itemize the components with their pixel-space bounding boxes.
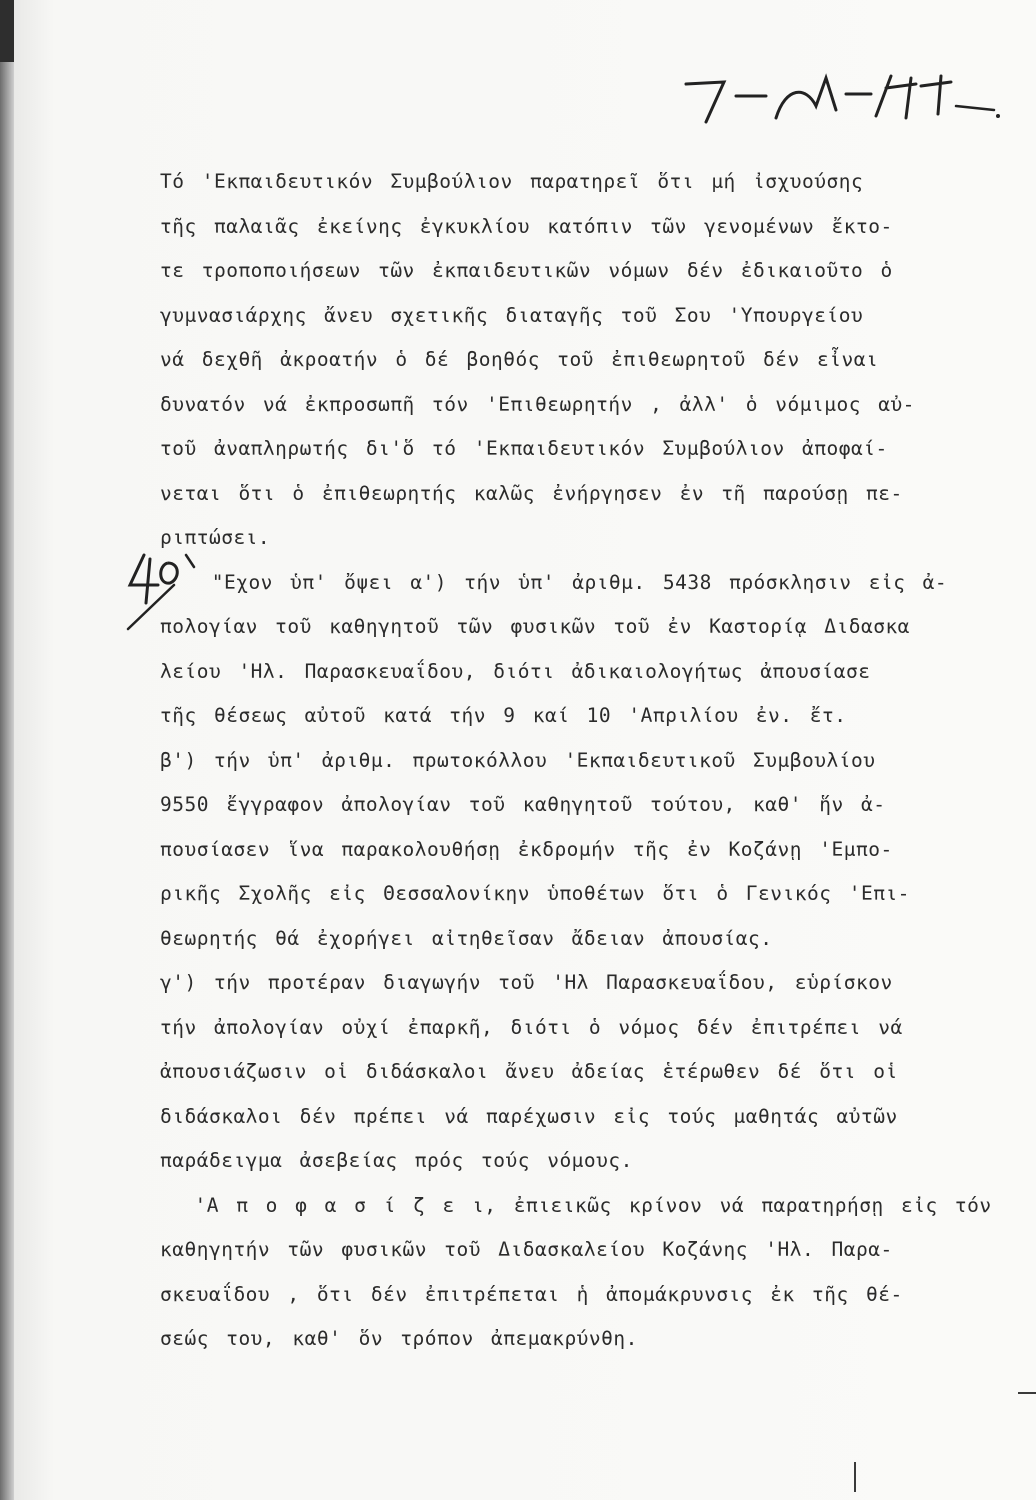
text-line: πουσίασεν ἵνα παρακολουθήσῃ ἐκδρομήν τῆς ἐν Κοζάνῃ 'Εμπο- bbox=[160, 837, 893, 861]
text-line: θεωρητής θά ἐχορήγει αἰτηθεῖσαν ἄδειαν ἀπουσίας. bbox=[160, 926, 773, 950]
text-line: "Εχον ὑπ' ὄψει α') τήν ὑπ' ἀριθμ. 5438 πρόσκλησιν εἰς ἀ- bbox=[160, 570, 948, 594]
text-line: πολογίαν τοῦ καθηγητοῦ τῶν φυσικῶν τοῦ ἐν Καστορίᾳ Διδασκα bbox=[160, 615, 910, 638]
text-line: νεται ὅτι ὁ ἐπιθεωρητής καλῶς ἐνήργησεν ἐν τῆ παρούσῃ πε- bbox=[160, 481, 903, 505]
text-line: ριπτώσει. bbox=[160, 526, 271, 549]
text-line: τήν ἀπολογίαν οὐχί ἐπαρκῆ, διότι ὁ νόμος δέν ἐπιτρέπει νά bbox=[160, 1015, 903, 1039]
text-line: τῆς θέσεως αὐτοῦ κατά τήν 9 καί 10 'Απριλίου ἐν. ἔτ. bbox=[160, 704, 847, 727]
text-line: Τό 'Εκπαιδευτικόν Συμβούλιον παρατηρεῖ ὅτι μή ἰσχυούσης bbox=[160, 170, 864, 193]
text-line: 'Α π ο φ α σ ί ζ ε ι, ἐπιεικῶς κρίνον νά παρατηρήσῃ εἰς τόν bbox=[160, 1193, 992, 1217]
text-line: γ') τήν προτέραν διαγωγήν τοῦ 'Ηλ Παρασκευαΐδου, εὑρίσκον bbox=[160, 971, 893, 994]
text-line: καθηγητήν τῶν φυσικῶν τοῦ Διδασκαλείου Κοζάνης 'Ηλ. Παρα- bbox=[160, 1238, 893, 1261]
text-line: τε τροποποιήσεων τῶν ἐκπαιδευτικῶν νόμων δέν ἐδικαιοῦτο ὁ bbox=[160, 259, 893, 282]
text-line: νά δεχθῆ ἀκροατήν ὁ δέ βοηθός τοῦ ἐπιθεωρητοῦ δέν εἶναι bbox=[160, 348, 879, 371]
text-line: δυνατόν νά ἐκπροσωπῆ τόν 'Επιθεωρητήν , ἀλλ' ὁ νόμιμος αὐ- bbox=[160, 392, 915, 416]
text-line: σκευαΐδου , ὅτι δέν ἐπιτρέπεται ἡ ἀπομάκρυνσις ἐκ τῆς θέ- bbox=[160, 1282, 903, 1306]
text-line: ἀπουσιάζωσιν οἱ διδάσκαλοι ἄνευ ἀδείας ἑτέρωθεν δέ ὅτι οἱ bbox=[160, 1060, 898, 1083]
handwritten-date-annotation bbox=[676, 66, 1006, 136]
text-line: γυμνασιάρχης ἄνευ σχετικῆς διαταγῆς τοῦ Σου 'Υπουργείου bbox=[160, 303, 864, 327]
text-line: παράδειγμα ἀσεβείας πρός τούς νόμους. bbox=[160, 1149, 633, 1172]
text-line: τῆς παλαιᾶς ἐκείνης ἐγκυκλίου κατόπιν τῶν γενομένων ἔκτο- bbox=[160, 214, 893, 238]
document-page bbox=[14, 0, 1036, 1500]
text-line: τοῦ ἀναπληρωτής δι'ὅ τό 'Εκπαιδευτικόν Συμβούλιον ἀποφαί- bbox=[160, 437, 888, 460]
text-line: σεώς του, καθ' ὅν τρόπον ἀπεμακρύνθη. bbox=[160, 1327, 638, 1350]
scan-edge bbox=[0, 0, 14, 1500]
text-line: β') τήν ὑπ' ἀριθμ. πρωτοκόλλου 'Εκπαιδευτικοῦ Συμβουλίου bbox=[160, 748, 876, 772]
margin-tick-mark bbox=[854, 1462, 856, 1492]
margin-tick-mark bbox=[1018, 1392, 1036, 1394]
text-line: ρικῆς Σχολῆς εἰς Θεσσαλονίκην ὑποθέτων ὅτι ὁ Γενικός 'Επι- bbox=[160, 882, 910, 905]
text-line: λείου 'Ηλ. Παρασκευαΐδου, διότι ἀδικαιολογήτως ἀπουσίασε bbox=[160, 659, 871, 683]
text-line: 9550 ἔγγραφον ἀπολογίαν τοῦ καθηγητοῦ τούτου, καθ' ἥν ἀ- bbox=[160, 793, 886, 816]
text-line: διδάσκαλοι δέν πρέπει νά παρέχωσιν εἰς τούς μαθητάς αὐτῶν bbox=[160, 1104, 898, 1128]
typed-text-body bbox=[160, 160, 1020, 1362]
